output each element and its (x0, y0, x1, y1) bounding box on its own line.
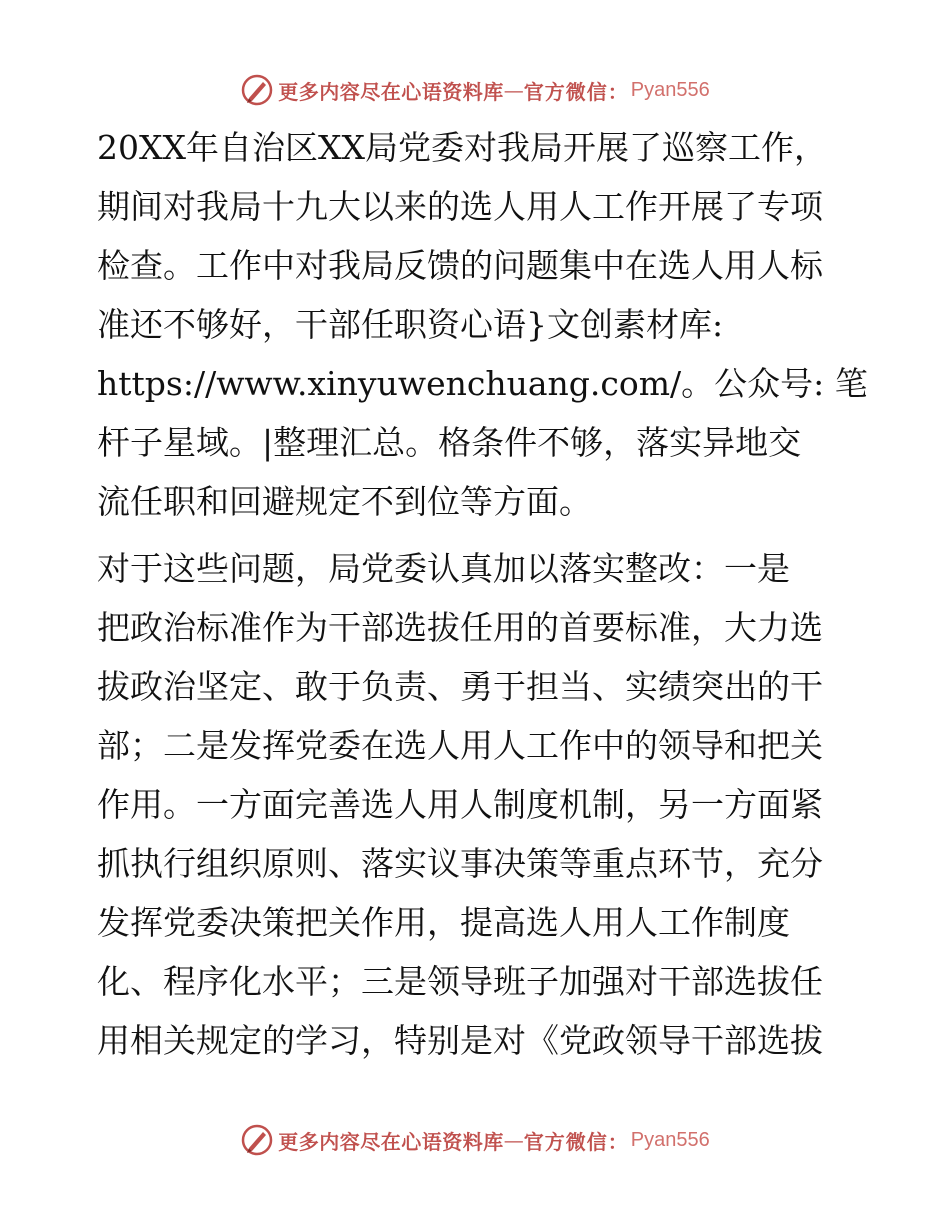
text-line: 检查。工作中对我局反馈的问题集中在选人用人标 (97, 246, 823, 285)
footer-banner (0, 1120, 950, 1160)
banner-wechat-id: Pyan556 (630, 78, 710, 101)
banner-title: 更多内容尽在心语资料库 (278, 1129, 504, 1154)
header-banner (0, 70, 950, 110)
banner-separator: — (503, 78, 524, 102)
text-line: 期间对我局十九大以来的选人用人工作开展了专项 (97, 187, 823, 226)
banner-wechat-label: 官方微信： (523, 1129, 629, 1154)
banner-wechat-id: Pyan556 (630, 1128, 710, 1151)
text-line: 拔政治坚定、敢于负责、勇于担当、实绩突出的干 (97, 667, 823, 706)
paragraph-2 (97, 539, 857, 1070)
text-line: 流任职和回避规定不到位等方面。 (97, 482, 592, 521)
text-line: 发挥党委决策把关作用，提高选人用人工作制度 (97, 903, 790, 942)
text-line: 化、程序化水平；三是领导班子加强对干部选拔任 (97, 962, 823, 1001)
text-line: 抓执行组织原则、落实议事决策等重点环节，充分 (97, 844, 823, 883)
text-line: 部；二是发挥党委在选人用人工作中的领导和把关 (97, 726, 823, 765)
pen-logo-icon (240, 73, 274, 107)
banner-wechat-label: 官方微信： (523, 79, 629, 104)
text-line: 作用。一方面完善选人用人制度机制，另一方面紧 (97, 785, 823, 824)
text-line: 准还不够好，干部任职资心语}文创素材库: (97, 305, 724, 344)
text-line: 20XX年自治区XX局党委对我局开展了巡察工作， (97, 128, 827, 167)
banner-separator: — (503, 1128, 524, 1152)
text-line: 把政治标准作为干部选拔任用的首要标准，大力选 (97, 608, 823, 647)
document-body (97, 118, 868, 1070)
paragraph-1 (97, 118, 868, 531)
text-line: 对于这些问题，局党委认真加以落实整改：一是 (97, 549, 790, 588)
pen-logo-icon (240, 1123, 274, 1157)
text-line: 用相关规定的学习，特别是对《党政领导干部选拔 (97, 1021, 823, 1060)
text-line: 杆子星域。|整理汇总。格条件不够，落实异地交 (97, 423, 802, 462)
text-line: https://www.xinyuwenchuang.com/。公众号: 笔 (97, 364, 868, 403)
banner-title: 更多内容尽在心语资料库 (278, 79, 504, 104)
